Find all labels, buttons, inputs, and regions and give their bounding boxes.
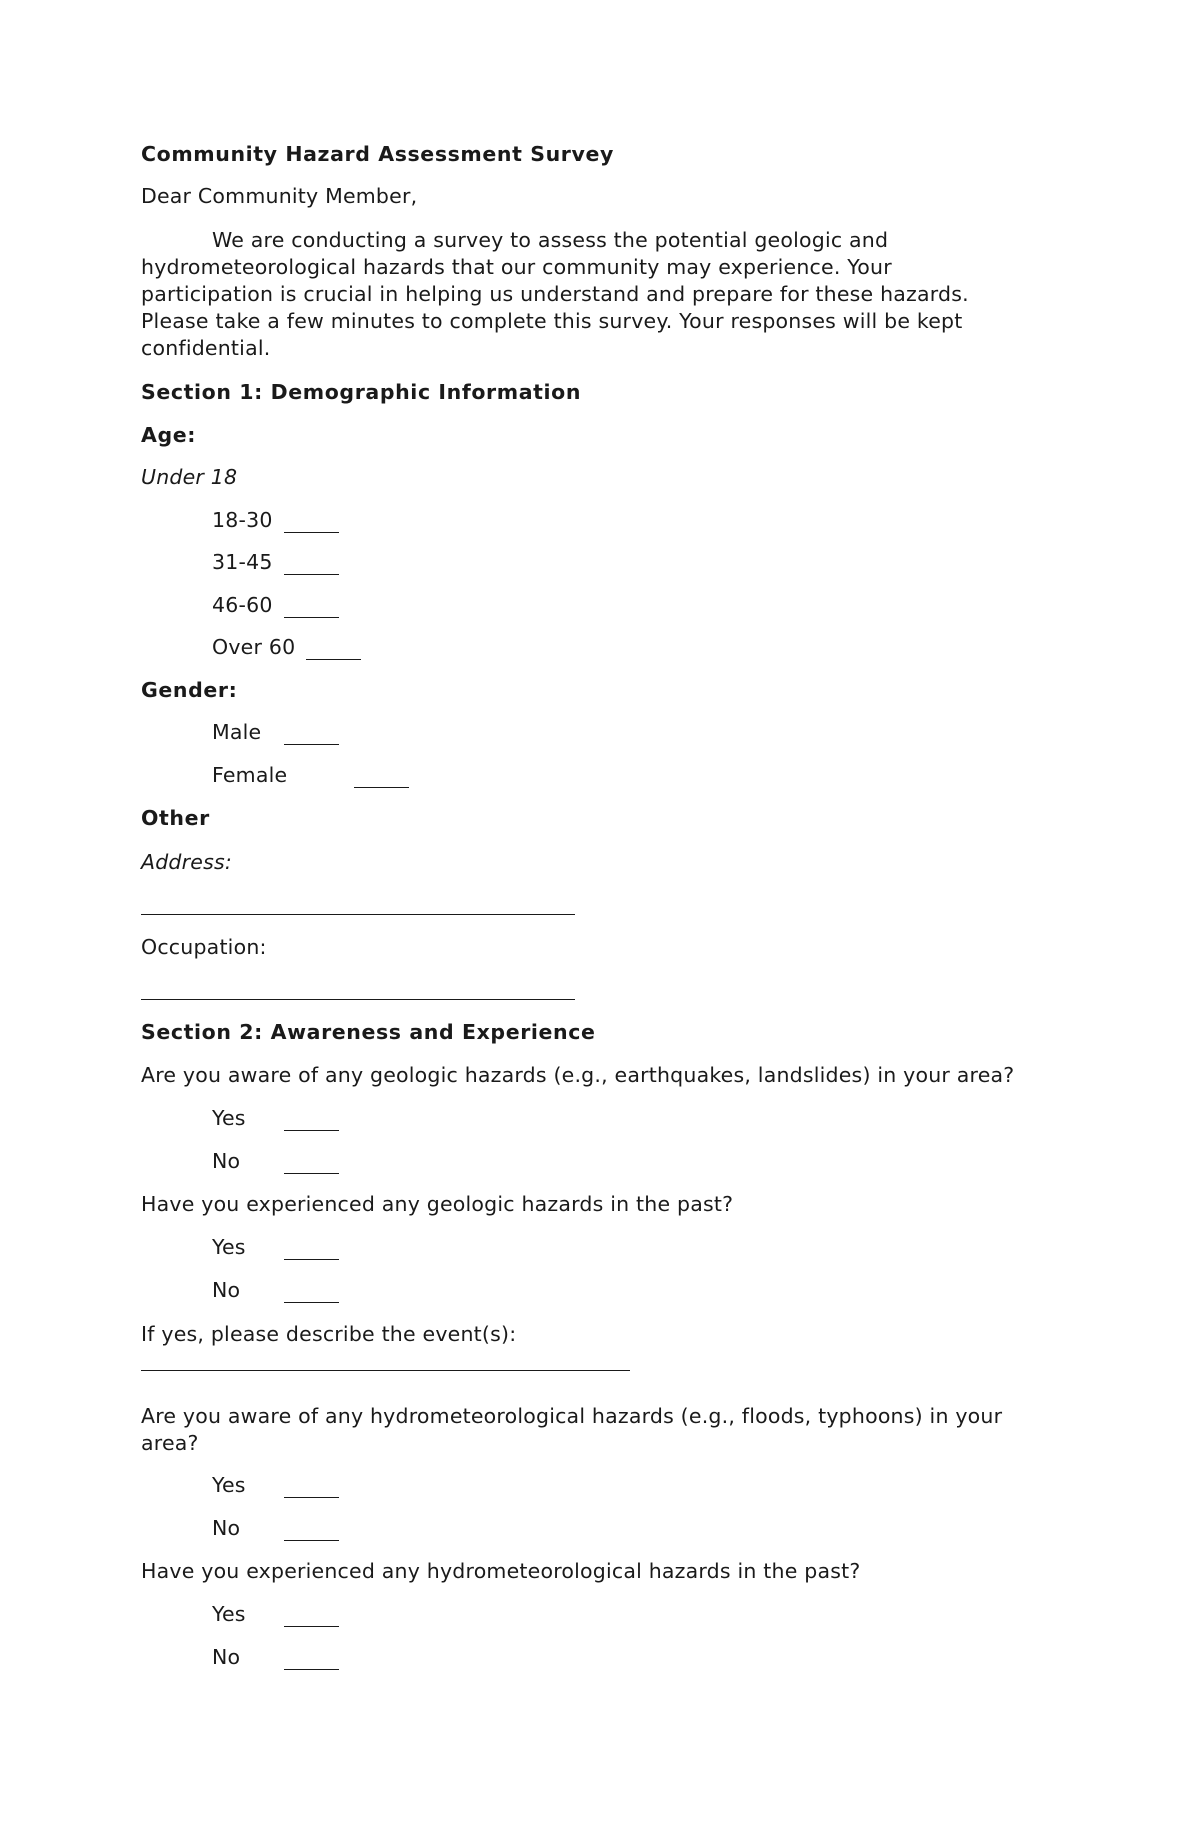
gender-female-blank[interactable] <box>354 787 409 788</box>
section-2-heading: Section 2: Awareness and Experience <box>141 1020 596 1044</box>
document-title: Community Hazard Assessment Survey <box>141 142 614 166</box>
describe-events-label: If yes, please describe the event(s): <box>141 1322 517 1346</box>
question-hydromet-experienced: Have you experienced any hydrometeorological hazards in the past? <box>141 1559 861 1583</box>
salutation: Dear Community Member, <box>141 184 418 208</box>
age-option-46-60: 46-60 <box>212 593 273 617</box>
q1-no-blank[interactable] <box>284 1173 339 1174</box>
gender-male-blank[interactable] <box>284 744 339 745</box>
gender-option-female: Female <box>212 763 288 787</box>
q2-no-label: No <box>212 1278 241 1302</box>
question-hydromet-aware: Are you aware of any hydrometeorological hazards (e.g., floods, typhoons) in your <box>141 1404 1003 1428</box>
age-option-over-60: Over 60 <box>212 635 296 659</box>
age-over-60-blank[interactable] <box>306 659 361 660</box>
q3-yes-label: Yes <box>212 1473 246 1497</box>
address-label: Address: <box>141 850 232 874</box>
q4-yes-label: Yes <box>212 1602 246 1626</box>
age-31-45-blank[interactable] <box>284 574 339 575</box>
q1-yes-blank[interactable] <box>284 1130 339 1131</box>
q3-no-label: No <box>212 1516 241 1540</box>
gender-option-male: Male <box>212 720 262 744</box>
intro-paragraph: We are conducting a survey to assess the potential geologic and hydrometeorological hazards that our community may experience. Your participation is crucial in helping us understand and prepare for these hazards. Please take a few minutes to complete this survey. Your responses will be kept confidential. <box>141 228 969 360</box>
occupation-label: Occupation: <box>141 935 267 959</box>
occupation-line[interactable] <box>141 999 575 1000</box>
address-line[interactable] <box>141 914 575 915</box>
q1-yes-label: Yes <box>212 1106 246 1130</box>
question-geologic-experienced: Have you experienced any geologic hazards in the past? <box>141 1192 734 1216</box>
age-option-31-45: 31-45 <box>212 550 273 574</box>
section-1-heading: Section 1: Demographic Information <box>141 380 582 404</box>
q2-yes-blank[interactable] <box>284 1259 339 1260</box>
question-geologic-aware: Are you aware of any geologic hazards (e.g., earthquakes, landslides) in your area? <box>141 1063 1015 1087</box>
gender-label: Gender: <box>141 678 238 702</box>
q2-no-blank[interactable] <box>284 1302 339 1303</box>
other-label: Other <box>141 806 210 830</box>
age-46-60-blank[interactable] <box>284 617 339 618</box>
q1-no-label: No <box>212 1149 241 1173</box>
age-option-18-30: 18-30 <box>212 508 273 532</box>
q3-yes-blank[interactable] <box>284 1497 339 1498</box>
describe-events-line[interactable] <box>141 1370 630 1371</box>
q4-yes-blank[interactable] <box>284 1626 339 1627</box>
q2-yes-label: Yes <box>212 1235 246 1259</box>
question-hydromet-aware-cont: area? <box>141 1431 199 1455</box>
age-label: Age: <box>141 423 197 447</box>
q4-no-label: No <box>212 1645 241 1669</box>
age-18-30-blank[interactable] <box>284 532 339 533</box>
q4-no-blank[interactable] <box>284 1669 339 1670</box>
age-option-under-18: Under 18 <box>141 465 238 489</box>
q3-no-blank[interactable] <box>284 1540 339 1541</box>
